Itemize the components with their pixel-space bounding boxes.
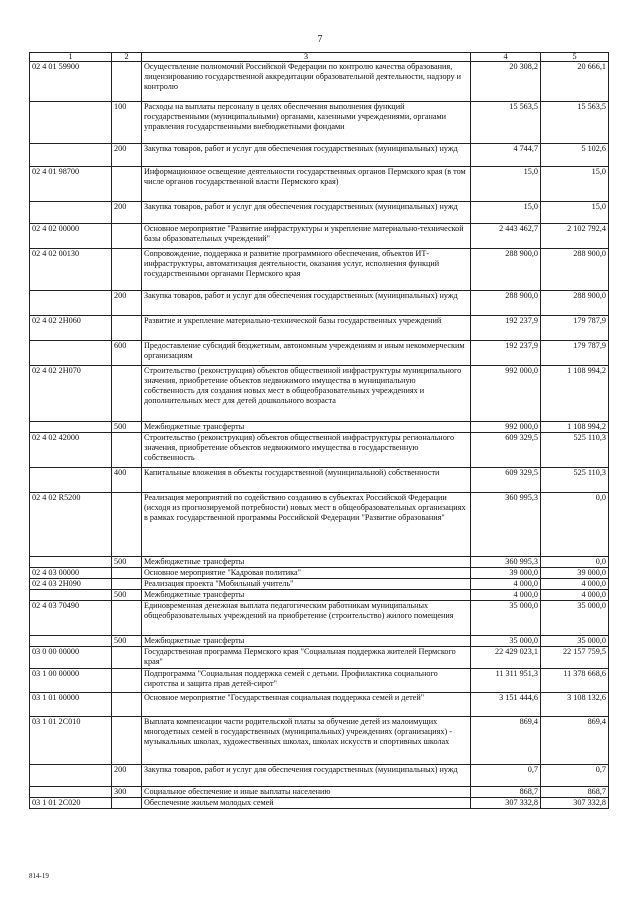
- amount-year-2: 5 102,6: [541, 144, 609, 167]
- target-article-code: 02 4 03 2Н090: [30, 579, 112, 590]
- table-row: [30, 493, 609, 557]
- item-name: Реализация проекта "Мобильный учитель": [142, 579, 471, 590]
- amount-year-2: 35 000,0: [541, 601, 609, 636]
- expense-type-code: [112, 493, 142, 557]
- budget-table: [29, 52, 609, 809]
- expense-type-code: [112, 433, 142, 468]
- item-name: Основное мероприятие "Государственная социальная поддержка семей и детей": [142, 693, 471, 717]
- amount-year-2: 22 157 759,5: [541, 647, 609, 669]
- target-article-code: [30, 341, 112, 366]
- target-article-code: 02 4 02 R5200: [30, 493, 112, 557]
- table-row: [30, 647, 609, 669]
- target-article-code: 03 1 01 2С010: [30, 717, 112, 765]
- target-article-code: 02 4 02 2Н070: [30, 366, 112, 422]
- table-row: [30, 316, 609, 341]
- target-article-code: [30, 765, 112, 787]
- expense-type-code: [112, 167, 142, 202]
- column-number: 4: [471, 53, 541, 62]
- table-row: [30, 693, 609, 717]
- table-row: [30, 579, 609, 590]
- item-name: Межбюджетные трансферты: [142, 422, 471, 433]
- item-name: Подпрограмма "Социальная поддержка семей с детьми. Профилактика социального сиротства и защита прав детей-сирот": [142, 669, 471, 693]
- expense-type-code: [112, 224, 142, 249]
- table-row: [30, 433, 609, 468]
- amount-year-2: 15,0: [541, 202, 609, 224]
- expense-type-code: [112, 366, 142, 422]
- table-row: [30, 798, 609, 809]
- column-number-row: [30, 53, 609, 62]
- amount-year-2: 288 900,0: [541, 249, 609, 291]
- amount-year-2: 0,7: [541, 765, 609, 787]
- expense-type-code: 200: [112, 144, 142, 167]
- table-row: [30, 557, 609, 568]
- target-article-code: [30, 557, 112, 568]
- target-article-code: [30, 291, 112, 316]
- target-article-code: 02 4 03 00000: [30, 568, 112, 579]
- table-body: [30, 62, 609, 809]
- amount-year-1: 609 329,5: [471, 433, 541, 468]
- column-number: 5: [541, 53, 609, 62]
- table-row: [30, 366, 609, 422]
- table-row: [30, 341, 609, 366]
- amount-year-1: 39 000,0: [471, 568, 541, 579]
- target-article-code: [30, 590, 112, 601]
- target-article-code: [30, 422, 112, 433]
- amount-year-2: 0,0: [541, 493, 609, 557]
- amount-year-1: 360 995,3: [471, 557, 541, 568]
- target-article-code: 03 1 01 2С020: [30, 798, 112, 809]
- table-row: [30, 590, 609, 601]
- footer-code: 814-19: [29, 872, 49, 880]
- item-name: Закупка товаров, работ и услуг для обеспечения государственных (муниципальных) нужд: [142, 144, 471, 167]
- expense-type-code: 600: [112, 341, 142, 366]
- table-row: [30, 717, 609, 765]
- amount-year-1: 35 000,0: [471, 636, 541, 647]
- expense-type-code: 300: [112, 787, 142, 798]
- target-article-code: 02 4 01 98700: [30, 167, 112, 202]
- item-name: Выплата компенсации части родительской платы за обучение детей из малоимущих многодетных семей в государственных (муниципальных) учреждениях (организациях) - музыкальных школах, художественных школах, школах искусств и спортивных школах: [142, 717, 471, 765]
- target-article-code: [30, 202, 112, 224]
- amount-year-1: 192 237,9: [471, 316, 541, 341]
- amount-year-2: 35 000,0: [541, 636, 609, 647]
- amount-year-1: 307 332,8: [471, 798, 541, 809]
- amount-year-1: 869,4: [471, 717, 541, 765]
- table-row: [30, 568, 609, 579]
- amount-year-2: 307 332,8: [541, 798, 609, 809]
- amount-year-1: 3 151 444,6: [471, 693, 541, 717]
- target-article-code: 02 4 02 00130: [30, 249, 112, 291]
- expense-type-code: 500: [112, 422, 142, 433]
- amount-year-1: 11 311 951,3: [471, 669, 541, 693]
- table-row: [30, 291, 609, 316]
- amount-year-2: 1 108 994,2: [541, 366, 609, 422]
- column-number: 1: [30, 53, 112, 62]
- table-row: [30, 669, 609, 693]
- column-number: 3: [142, 53, 471, 62]
- target-article-code: 02 4 02 00000: [30, 224, 112, 249]
- target-article-code: 03 0 00 00000: [30, 647, 112, 669]
- table-row: [30, 144, 609, 167]
- table-row: [30, 765, 609, 787]
- item-name: Межбюджетные трансферты: [142, 636, 471, 647]
- target-article-code: [30, 102, 112, 144]
- amount-year-2: 20 666,1: [541, 62, 609, 102]
- amount-year-1: 609 329,5: [471, 468, 541, 493]
- item-name: Государственная программа Пермского края "Социальная поддержка жителей Пермского края": [142, 647, 471, 669]
- item-name: Закупка товаров, работ и услуг для обеспечения государственных (муниципальных) нужд: [142, 202, 471, 224]
- target-article-code: 03 1 00 00000: [30, 669, 112, 693]
- amount-year-1: 22 429 023,1: [471, 647, 541, 669]
- amount-year-2: 525 110,3: [541, 468, 609, 493]
- page-number: 7: [317, 34, 323, 45]
- item-name: Межбюджетные трансферты: [142, 590, 471, 601]
- item-name: Закупка товаров, работ и услуг для обеспечения государственных (муниципальных) нужд: [142, 765, 471, 787]
- target-article-code: 03 1 01 00000: [30, 693, 112, 717]
- amount-year-2: 179 787,9: [541, 341, 609, 366]
- item-name: Обеспечение жильем молодых семей: [142, 798, 471, 809]
- amount-year-1: 2 443 462,7: [471, 224, 541, 249]
- item-name: Строительство (реконструкция) объектов общественной инфраструктуры регионального значения, приобретение объектов недвижимого имущества в государственную собственность: [142, 433, 471, 468]
- item-name: Основное мероприятие "Кадровая политика": [142, 568, 471, 579]
- amount-year-2: 15 563,5: [541, 102, 609, 144]
- amount-year-1: 15 563,5: [471, 102, 541, 144]
- item-name: Реализация мероприятий по содействию созданию в субъектах Российской Федерации (исходя из прогнозируемой потребности) новых мест в общеобразовательных организациях в рамках государственной программы Российской Федерации "Развитие образования": [142, 493, 471, 557]
- table-row: [30, 468, 609, 493]
- table-row: [30, 224, 609, 249]
- amount-year-1: 4 000,0: [471, 579, 541, 590]
- expense-type-code: 500: [112, 590, 142, 601]
- expense-type-code: [112, 579, 142, 590]
- amount-year-1: 0,7: [471, 765, 541, 787]
- amount-year-1: 4 000,0: [471, 590, 541, 601]
- column-number: 2: [112, 53, 142, 62]
- expense-type-code: [112, 647, 142, 669]
- item-name: Социальное обеспечение и иные выплаты населению: [142, 787, 471, 798]
- amount-year-2: 0,0: [541, 557, 609, 568]
- target-article-code: [30, 144, 112, 167]
- target-article-code: 02 4 01 59900: [30, 62, 112, 102]
- expense-type-code: 500: [112, 636, 142, 647]
- expense-type-code: [112, 249, 142, 291]
- expense-type-code: 200: [112, 765, 142, 787]
- amount-year-1: 15,0: [471, 202, 541, 224]
- amount-year-2: 525 110,3: [541, 433, 609, 468]
- expense-type-code: 400: [112, 468, 142, 493]
- item-name: Закупка товаров, работ и услуг для обеспечения государственных (муниципальных) нужд: [142, 291, 471, 316]
- item-name: Строительство (реконструкция) объектов общественной инфраструктуры муниципального значения, приобретение объектов недвижимого имущества в муниципальную собственность для создания новых мест в общеобразовательных учреждениях и дополнительных мест для детей дошкольного возраста: [142, 366, 471, 422]
- target-article-code: 02 4 02 42000: [30, 433, 112, 468]
- amount-year-2: 869,4: [541, 717, 609, 765]
- expense-type-code: 200: [112, 291, 142, 316]
- amount-year-1: 20 308,2: [471, 62, 541, 102]
- amount-year-1: 4 744,7: [471, 144, 541, 167]
- expense-type-code: [112, 717, 142, 765]
- item-name: Единовременная денежная выплата педагогическим работникам муниципальных общеобразовательных учреждений на приобретение (строительство) жилого помещения: [142, 601, 471, 636]
- amount-year-1: 35 000,0: [471, 601, 541, 636]
- item-name: Основное мероприятие "Развитие инфраструктуры и укрепление материально-технической базы образовательных учреждений": [142, 224, 471, 249]
- expense-type-code: [112, 568, 142, 579]
- target-article-code: [30, 636, 112, 647]
- amount-year-2: 11 378 668,6: [541, 669, 609, 693]
- target-article-code: 02 4 02 2Н060: [30, 316, 112, 341]
- table-row: [30, 202, 609, 224]
- amount-year-2: 39 000,0: [541, 568, 609, 579]
- amount-year-1: 288 900,0: [471, 249, 541, 291]
- table-row: [30, 249, 609, 291]
- amount-year-1: 15,0: [471, 167, 541, 202]
- expense-type-code: [112, 669, 142, 693]
- table-row: [30, 62, 609, 102]
- target-article-code: [30, 468, 112, 493]
- target-article-code: 02 4 03 70490: [30, 601, 112, 636]
- item-name: Межбюджетные трансферты: [142, 557, 471, 568]
- amount-year-1: 992 000,0: [471, 422, 541, 433]
- expense-type-code: [112, 798, 142, 809]
- amount-year-2: 179 787,9: [541, 316, 609, 341]
- amount-year-1: 288 900,0: [471, 291, 541, 316]
- amount-year-2: 3 108 132,6: [541, 693, 609, 717]
- expense-type-code: 100: [112, 102, 142, 144]
- amount-year-1: 868,7: [471, 787, 541, 798]
- table-row: [30, 601, 609, 636]
- table-row: [30, 102, 609, 144]
- table-row: [30, 167, 609, 202]
- item-name: Расходы на выплаты персоналу в целях обеспечения выполнения функций государственными (муниципальными) органами, казенными учреждениями, органами управления государственными внебюджетными фондами: [142, 102, 471, 144]
- item-name: Капитальные вложения в объекты государственной (муниципальной) собственности: [142, 468, 471, 493]
- item-name: Развитие и укрепление материально-технической базы государственных учреждений: [142, 316, 471, 341]
- table-row: [30, 422, 609, 433]
- amount-year-2: 4 000,0: [541, 590, 609, 601]
- table-row: [30, 787, 609, 798]
- expense-type-code: [112, 601, 142, 636]
- amount-year-1: 192 237,9: [471, 341, 541, 366]
- amount-year-1: 360 995,3: [471, 493, 541, 557]
- expense-type-code: [112, 62, 142, 102]
- item-name: Осуществление полномочий Российской Федерации по контролю качества образования, лицензированию государственной аккредитации образовательной деятельности, надзору и контролю: [142, 62, 471, 102]
- item-name: Информационное освещение деятельности государственных органов Пермского края (в том числе органов государственной власти Пермского края): [142, 167, 471, 202]
- item-name: Предоставление субсидий бюджетным, автономным учреждениям и иным некоммерческим организациям: [142, 341, 471, 366]
- amount-year-2: 4 000,0: [541, 579, 609, 590]
- amount-year-2: 15,0: [541, 167, 609, 202]
- amount-year-2: 2 102 792,4: [541, 224, 609, 249]
- target-article-code: [30, 787, 112, 798]
- amount-year-2: 1 108 994,2: [541, 422, 609, 433]
- expense-type-code: [112, 316, 142, 341]
- amount-year-2: 868,7: [541, 787, 609, 798]
- item-name: Сопровождение, поддержка и развитие программного обеспечения, объектов ИТ-инфраструктуры, автоматизация деятельности, оказания услуг, исполнения функций государственными органами Пермского края: [142, 249, 471, 291]
- expense-type-code: [112, 693, 142, 717]
- expense-type-code: 200: [112, 202, 142, 224]
- table-row: [30, 636, 609, 647]
- expense-type-code: 500: [112, 557, 142, 568]
- amount-year-2: 288 900,0: [541, 291, 609, 316]
- amount-year-1: 992 000,0: [471, 366, 541, 422]
